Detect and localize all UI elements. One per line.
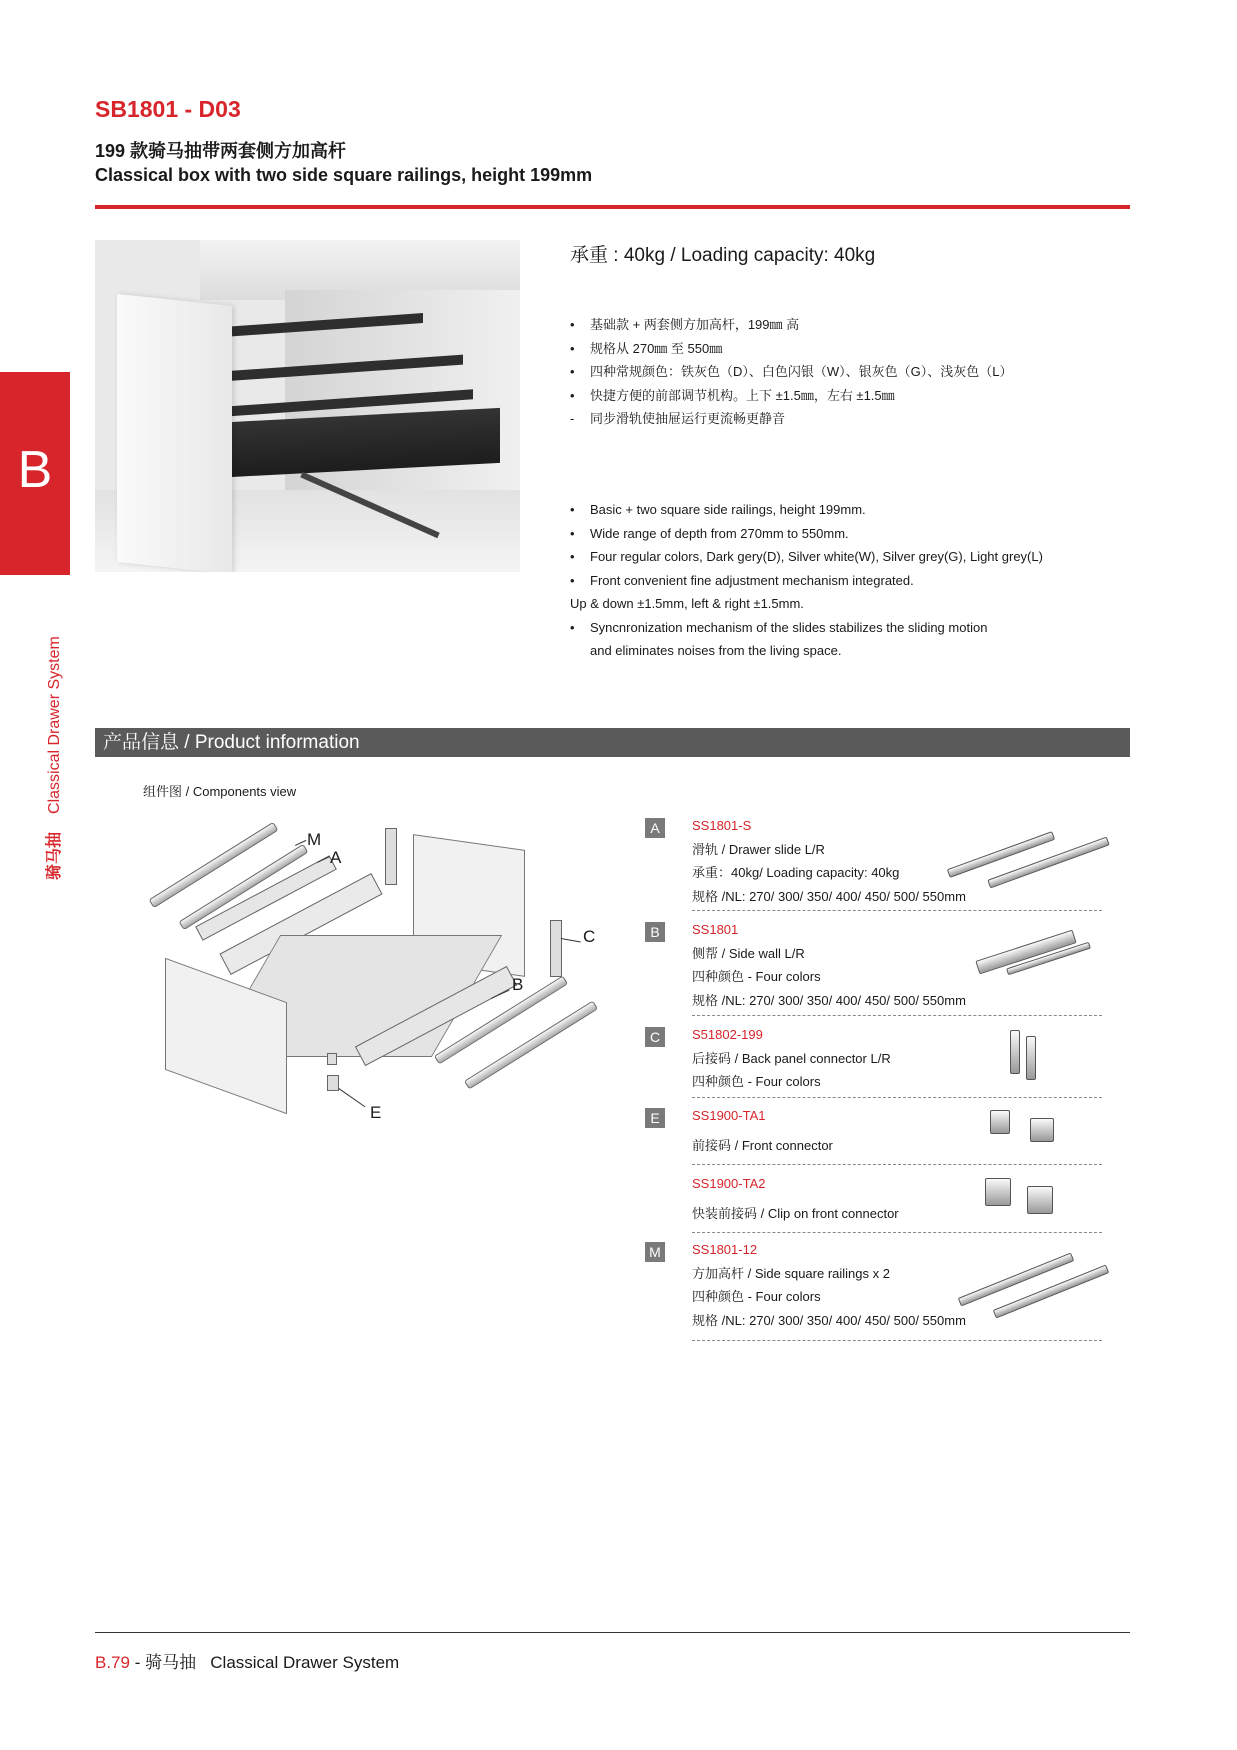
back-connector-thumbnail [1010, 1030, 1050, 1080]
component-code: SS1801-12 [692, 1242, 758, 1257]
product-info-heading: 产品信息 / Product information [95, 728, 1130, 757]
feature-cn: • 基础款 + 两套侧方加高杆，199㎜ 高 [570, 313, 1130, 337]
side-caption-cn: 骑马抽 [46, 831, 63, 880]
components-diagram [95, 800, 615, 1130]
drawer-slide-thumbnail [945, 820, 1105, 880]
product-photo [95, 240, 520, 572]
component-m-info [692, 1238, 966, 1332]
side-caption [41, 636, 64, 880]
component-line: 规格 /NL: 270/ 300/ 350/ 400/ 450/ 500/ 550mm [692, 1312, 966, 1328]
component-line: 前接码 / Front connector [692, 1137, 833, 1153]
back-connector [385, 828, 397, 885]
page-number: B.79 [95, 1653, 130, 1672]
feature-en: • Front convenient fine adjustment mechanism integrated. [570, 569, 1130, 593]
clip-connector-thumbnail [985, 1178, 1070, 1223]
component-code: SS1900-TA2 [692, 1176, 766, 1191]
component-line: 后接码 / Back panel connector L/R [692, 1050, 891, 1066]
component-code: SS1801 [692, 922, 739, 937]
front-connector [327, 1053, 337, 1065]
component-line: 滑轨 / Drawer slide L/R [692, 841, 825, 857]
component-line: 承重：40kg/ Loading capacity: 40kg [692, 865, 900, 880]
component-divider [692, 1015, 1102, 1016]
component-code: SS1801-S [692, 818, 752, 833]
component-badge-e: E [645, 1108, 665, 1128]
feature-list-cn [570, 313, 1130, 431]
component-badge-a: A [645, 818, 665, 838]
component-e2-info [692, 1172, 899, 1225]
side-wall-thumbnail [975, 925, 1095, 975]
callout-c: C [583, 927, 596, 946]
feature-en: • Syncnronization mechanism of the slides stabilizes the sliding motion [570, 616, 1130, 640]
component-divider [692, 1340, 1102, 1341]
loading-capacity: 承重 : 40kg / Loading capacity: 40kg [570, 245, 876, 266]
side-caption-en: Classical Drawer System [46, 636, 63, 814]
railing-bar [464, 1000, 598, 1089]
feature-en: • Wide range of depth from 270mm to 550mm. [570, 522, 1130, 546]
components-view-label: 组件图 / Components view [143, 784, 297, 799]
page-footer [95, 1648, 399, 1673]
front-connector-thumbnail [990, 1110, 1065, 1155]
component-badge-c: C [645, 1027, 665, 1047]
footer-en: Classical Drawer System [210, 1653, 400, 1672]
component-badge-b: B [645, 922, 665, 942]
component-line: 快装前接码 / Clip on front connector [692, 1205, 899, 1221]
callout-m: M [307, 830, 322, 849]
component-c-info [692, 1023, 891, 1094]
component-a-info [692, 814, 966, 908]
component-badge-m: M [645, 1242, 665, 1262]
footer-divider [95, 1632, 1130, 1633]
product-title-en: Classical box with two side square railings, height 199mm [95, 165, 593, 185]
component-b-info [692, 918, 966, 1012]
footer-separator: - [129, 1653, 146, 1672]
component-line: 规格 /NL: 270/ 300/ 350/ 400/ 450/ 500/ 550mm [692, 992, 966, 1008]
product-code: SB1801 - D03 [95, 96, 241, 122]
component-line: 四种颜色 - Four colors [692, 1074, 821, 1089]
component-divider [692, 1164, 1102, 1165]
feature-en: Up & down ±1.5mm, left & right ±1.5mm. [570, 596, 804, 611]
photo-drawer-front [117, 294, 232, 572]
callout-e: E [370, 1103, 382, 1122]
leader-line [561, 938, 581, 942]
component-divider [692, 1232, 1102, 1233]
component-e1-info [692, 1104, 833, 1157]
feature-en: • Four regular colors, Dark gery(D), Silver white(W), Silver grey(G), Light grey(L) [570, 545, 1130, 569]
component-line: 方加高杆 / Side square railings x 2 [692, 1265, 890, 1281]
leader-line [338, 1088, 365, 1107]
feature-cn: • 四种常规颜色：铁灰色（D）、白色闪银（W）、银灰色（G）、浅灰色（L） [570, 360, 1130, 384]
header-divider [95, 205, 1130, 209]
component-line: 侧帮 / Side wall L/R [692, 945, 805, 961]
component-divider [692, 1097, 1102, 1098]
component-divider [692, 910, 1102, 911]
component-code: S51802-199 [692, 1027, 763, 1042]
feature-cn: - 同步滑轨使抽屉运行更流畅更静音 [570, 407, 1130, 431]
feature-list-en [570, 498, 1130, 663]
railing-thumbnail [955, 1245, 1110, 1315]
feature-en: • Basic + two square side railings, height 199mm. [570, 498, 1130, 522]
component-line: 规格 /NL: 270/ 300/ 350/ 400/ 450/ 500/ 550mm [692, 888, 966, 904]
component-line: 四种颜色 - Four colors [692, 969, 821, 984]
feature-en: and eliminates noises from the living space. [590, 643, 842, 658]
feature-cn: • 规格从 270㎜ 至 550㎜ [570, 337, 1130, 361]
callout-a: A [330, 848, 342, 867]
callout-b: B [512, 975, 524, 994]
back-connector [550, 920, 562, 977]
section-tab-letter: B [17, 441, 53, 499]
component-line: 四种颜色 - Four colors [692, 1289, 821, 1304]
component-code: SS1900-TA1 [692, 1108, 766, 1123]
product-title-cn: 199 款骑马抽带两套侧方加高杆 [95, 141, 347, 161]
footer-cn: 骑马抽 [145, 1653, 197, 1672]
feature-cn: • 快捷方便的前部调节机构。上下 ±1.5㎜，左右 ±1.5㎜ [570, 384, 1130, 408]
